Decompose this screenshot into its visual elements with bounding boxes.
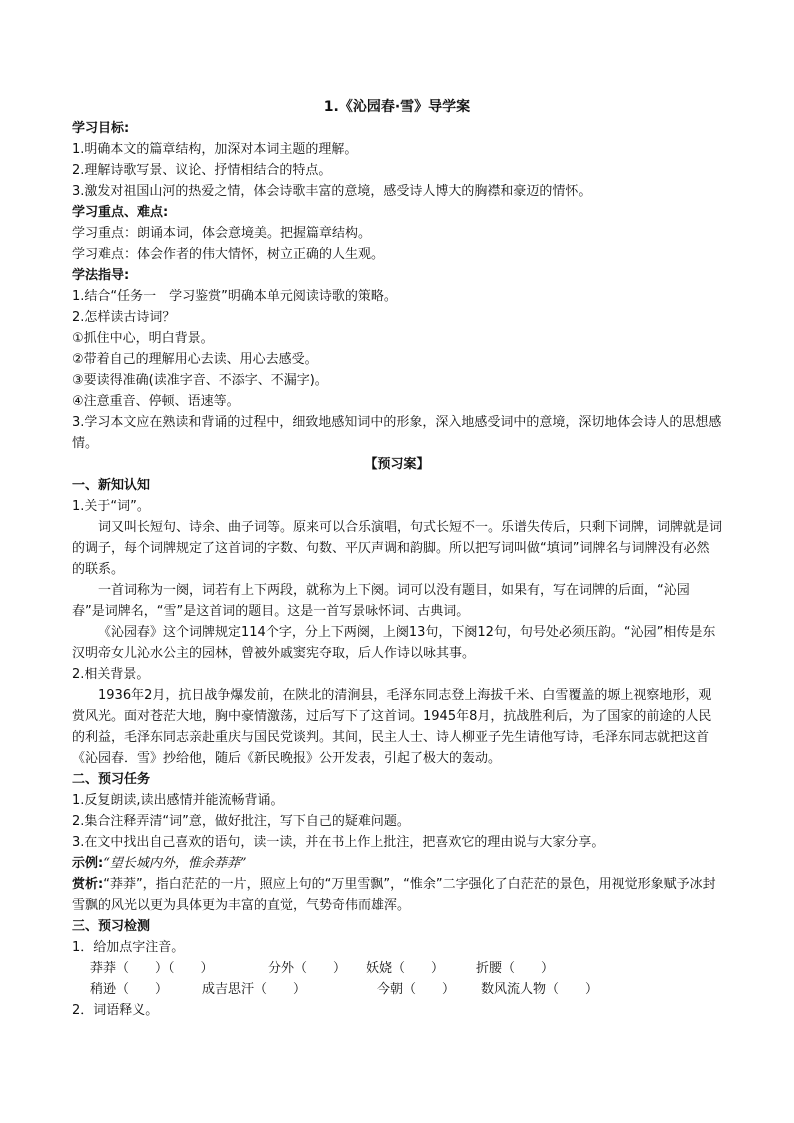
background-paragraph: 1936年2月，抗日战争爆发前，在陕北的清涧县，毛泽东同志登上海拔千米、白雪覆盖的塬上视察地形，观赏风光。面对苍茫大地，胸中豪情激荡，过后写下了这首词。1945年8月，抗战胜利后，为了国家的前途的人民的利益，毛泽东同志亲赴重庆与国民党谈判。其间，民主人士、诗人柳亚子先生请他写诗，毛泽东同志就把这首《沁园春．雪》抄给他，随后《新民晚报》公开发表，引起了极大的轰动。 (72, 688, 712, 766)
task-item: 1.反复朗读,读出感情并能流畅背诵。 (72, 793, 284, 808)
keypoints-heading: 学习重点、难点: (72, 205, 169, 220)
task-item: 2.集合注释弄清“词”意，做好批注，写下自己的疑难问题。 (72, 814, 410, 829)
method-item: ③要读得准确(读准字音、不添字、不漏字)。 (72, 373, 328, 388)
keypoint-item: 学习重点：朗诵本词，体会意境美。把握篇章结构。 (72, 226, 372, 241)
part1-heading: 一、新知认知 (72, 478, 151, 493)
part1-subheading: 2.相关背景。 (72, 667, 150, 682)
preview-heading: 【预习案】 (364, 457, 430, 472)
part1-subheading: 1.关于“词”。 (72, 499, 150, 514)
pinyin-blank[interactable]: 分外（ ） (268, 961, 347, 976)
part3-heading: 三、预习检测 (72, 919, 151, 934)
pinyin-blank[interactable]: 稍逊（ ） (90, 982, 169, 997)
pinyin-row-2 (72, 979, 722, 1000)
page-title: 1.《沁园春·雪》导学案 (323, 99, 471, 115)
example-label: 示例: (72, 856, 104, 871)
example-line (72, 853, 722, 874)
method-item: ④注意重音、停顿、语速等。 (72, 394, 240, 409)
question-2: 2．词语释义。 (72, 1003, 159, 1018)
objective-item: 3.激发对祖国山河的热爱之情，体会诗歌丰富的意境，感受诗人博大的胸襟和豪迈的情怀。 (72, 184, 592, 199)
appreciation-label: 赏析: (72, 877, 104, 892)
example-quote: “望长城内外，惟余莽莽” (103, 856, 247, 871)
ci-paragraph: 一首词称为一阕，词若有上下两段，就称为上下阕。词可以没有题目，如果有，写在词牌的后面，“沁园春”是词牌名，“雪”是这首词的题目。这是一首写景咏怀词、古典词。 (72, 583, 690, 619)
ci-paragraph: 词又叫长短句、诗余、曲子词等。原来可以合乐演唱，句式长短不一。乐谱失传后，只剩下词牌，词牌就是词的调子，每个词牌规定了这首词的字数、句数、平仄声调和韵脚。所以把写词叫做“填词”词牌名与词牌没有必然的联系。 (72, 520, 723, 577)
method-item: 1.结合“任务一 学习鉴赏”明确本单元阅读诗歌的策略。 (72, 289, 397, 304)
method-item: ①抓住中心，明白背景。 (72, 331, 214, 346)
method-item: ②带着自己的理解用心去读、用心去感受。 (72, 352, 318, 367)
appreciation-text: “莽莽”，指白茫茫的一片，照应上句的“万里雪飘”，“惟余”二字强化了白茫茫的景色，用视觉形象赋予冰封雪飘的风光以更为具体更为丰富的直觉，气势奇伟而雄浑。 (72, 877, 716, 913)
appreciation-line (72, 874, 722, 916)
objective-item: 1.明确本文的篇章结构，加深对本词主题的理解。 (72, 142, 358, 157)
pinyin-blank[interactable]: 莽莽（ ）（ ） (90, 961, 214, 976)
method-item: 2.怎样读古诗词？ (72, 310, 176, 325)
question-1: 1．给加点字注音。 (72, 940, 185, 955)
task-item: 3.在文中找出自己喜欢的语句，读一读，并在书上作上批注，把喜欢它的理由说与大家分享。 (72, 835, 605, 850)
part2-heading: 二、预习任务 (72, 772, 151, 787)
pinyin-blank[interactable]: 今朝（ ） (377, 982, 456, 997)
pinyin-blank[interactable]: 成吉思汗（ ） (202, 982, 307, 997)
objectives-heading: 学习目标: (72, 121, 130, 136)
document-page (72, 96, 722, 1021)
pinyin-row-1 (72, 958, 722, 979)
method-heading: 学法指导: (72, 268, 130, 283)
ci-paragraph: 《沁园春》这个词牌规定114个字，分上下两阕，上阕13句，下阕12句，句号处必须压韵。“沁园”相传是东汉明帝女儿沁水公主的园林，曾被外戚窦宪夺取，后人作诗以咏其事。 (72, 625, 716, 661)
pinyin-blank[interactable]: 折腰（ ） (476, 961, 555, 976)
pinyin-blank[interactable]: 数风流人物（ ） (481, 982, 599, 997)
objective-item: 2.理解诗歌写景、议论、抒情相结合的特点。 (72, 163, 332, 178)
pinyin-blank[interactable]: 妖娆（ ） (366, 961, 445, 976)
method-item: 3.学习本文应在熟读和背诵的过程中，细致地感知词中的形象，深入地感受词中的意境，深切地体会诗人的思想感情。 (72, 415, 722, 451)
keypoint-item: 学习难点：体会作者的伟大情怀，树立正确的人生观。 (72, 247, 385, 262)
